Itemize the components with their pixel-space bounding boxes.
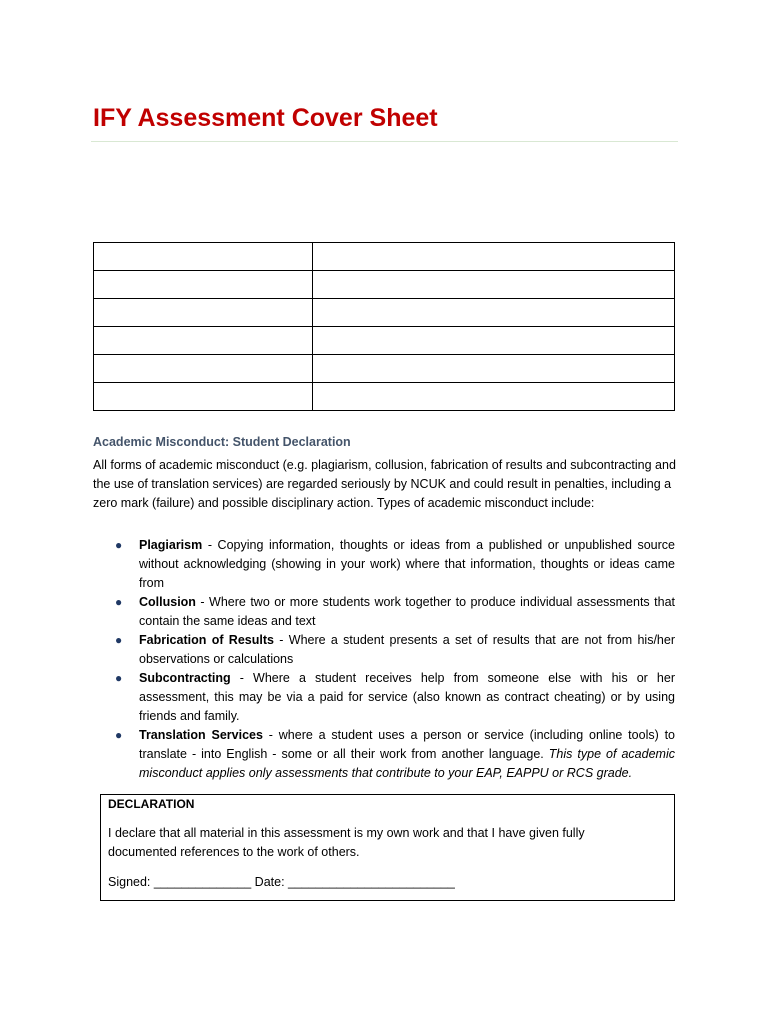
info-label-cell[interactable] bbox=[94, 383, 313, 411]
list-item-text: - Copying information, thoughts or ideas from a published or unpublished source without acknowledging (showing in your work) where that information, thoughts or ideas came from bbox=[139, 538, 675, 590]
list-item-term: Translation Services bbox=[139, 728, 263, 742]
info-label-cell[interactable] bbox=[94, 299, 313, 327]
list-item bbox=[114, 593, 675, 631]
list-item-note: This type of academic misconduct applies only assessments that contribute to your EAP, EAPPU or RCS grade. bbox=[139, 747, 675, 780]
info-table-row bbox=[94, 383, 675, 411]
info-label-cell[interactable] bbox=[94, 271, 313, 299]
signature-line: Signed: ______________ Date: ________________________ bbox=[108, 875, 455, 889]
info-value-cell[interactable] bbox=[313, 271, 675, 299]
info-table-row bbox=[94, 327, 675, 355]
info-value-cell[interactable] bbox=[313, 383, 675, 411]
list-item-text: - Where a student receives help from someone else with his or her assessment, this may be via a paid for service (also known as contract cheating) or by using friends and family. bbox=[139, 671, 675, 723]
list-item bbox=[114, 726, 675, 783]
declaration-box bbox=[100, 794, 675, 901]
info-table-row bbox=[94, 243, 675, 271]
bullet-icon: ● bbox=[115, 595, 123, 609]
declaration-text: I declare that all material in this assessment is my own work and that I have given fully documented references to the work of others. bbox=[108, 826, 585, 859]
section-heading: Academic Misconduct: Student Declaration bbox=[93, 435, 351, 449]
list-item-term: Plagiarism bbox=[139, 538, 203, 552]
list-item bbox=[114, 536, 675, 593]
info-value-cell[interactable] bbox=[313, 327, 675, 355]
info-label-cell[interactable] bbox=[94, 243, 313, 271]
list-item-term: Subcontracting bbox=[139, 671, 231, 685]
page-title: IFY Assessment Cover Sheet bbox=[93, 104, 438, 132]
list-item bbox=[114, 669, 675, 726]
declaration-title: DECLARATION bbox=[108, 797, 195, 811]
list-item-term: Collusion bbox=[139, 595, 196, 609]
misconduct-types-list bbox=[114, 536, 675, 783]
info-value-cell[interactable] bbox=[313, 355, 675, 383]
info-table-row bbox=[94, 271, 675, 299]
bullet-icon: ● bbox=[115, 728, 123, 742]
bullet-icon: ● bbox=[115, 671, 123, 685]
info-label-cell[interactable] bbox=[94, 327, 313, 355]
info-label-cell[interactable] bbox=[94, 355, 313, 383]
list-item-text: - Where a student presents a set of results that are not from his/her observations or calculations bbox=[139, 633, 675, 666]
bullet-icon: ● bbox=[115, 633, 123, 647]
info-table-row bbox=[94, 355, 675, 383]
info-value-cell[interactable] bbox=[313, 243, 675, 271]
list-item-term: Fabrication of Results bbox=[139, 633, 274, 647]
info-value-cell[interactable] bbox=[313, 299, 675, 327]
intro-paragraph: All forms of academic misconduct (e.g. plagiarism, collusion, fabrication of results and subcontracting and the use of translation services) are regarded seriously by NCUK and could result in penalties, including a zero mark (failure) and possible disciplinary action. Types of academic misconduct include: bbox=[93, 458, 676, 510]
bullet-icon: ● bbox=[115, 538, 123, 552]
list-item-text: - where a student uses a person or service (including online tools) to translate - into English - some or all their work from another language. bbox=[139, 728, 676, 761]
info-table-row bbox=[94, 299, 675, 327]
title-divider bbox=[91, 141, 678, 142]
list-item-text: - Where two or more students work together to produce individual assessments that contain the same ideas and text bbox=[139, 595, 675, 628]
list-item bbox=[114, 631, 675, 669]
info-table bbox=[93, 242, 675, 411]
